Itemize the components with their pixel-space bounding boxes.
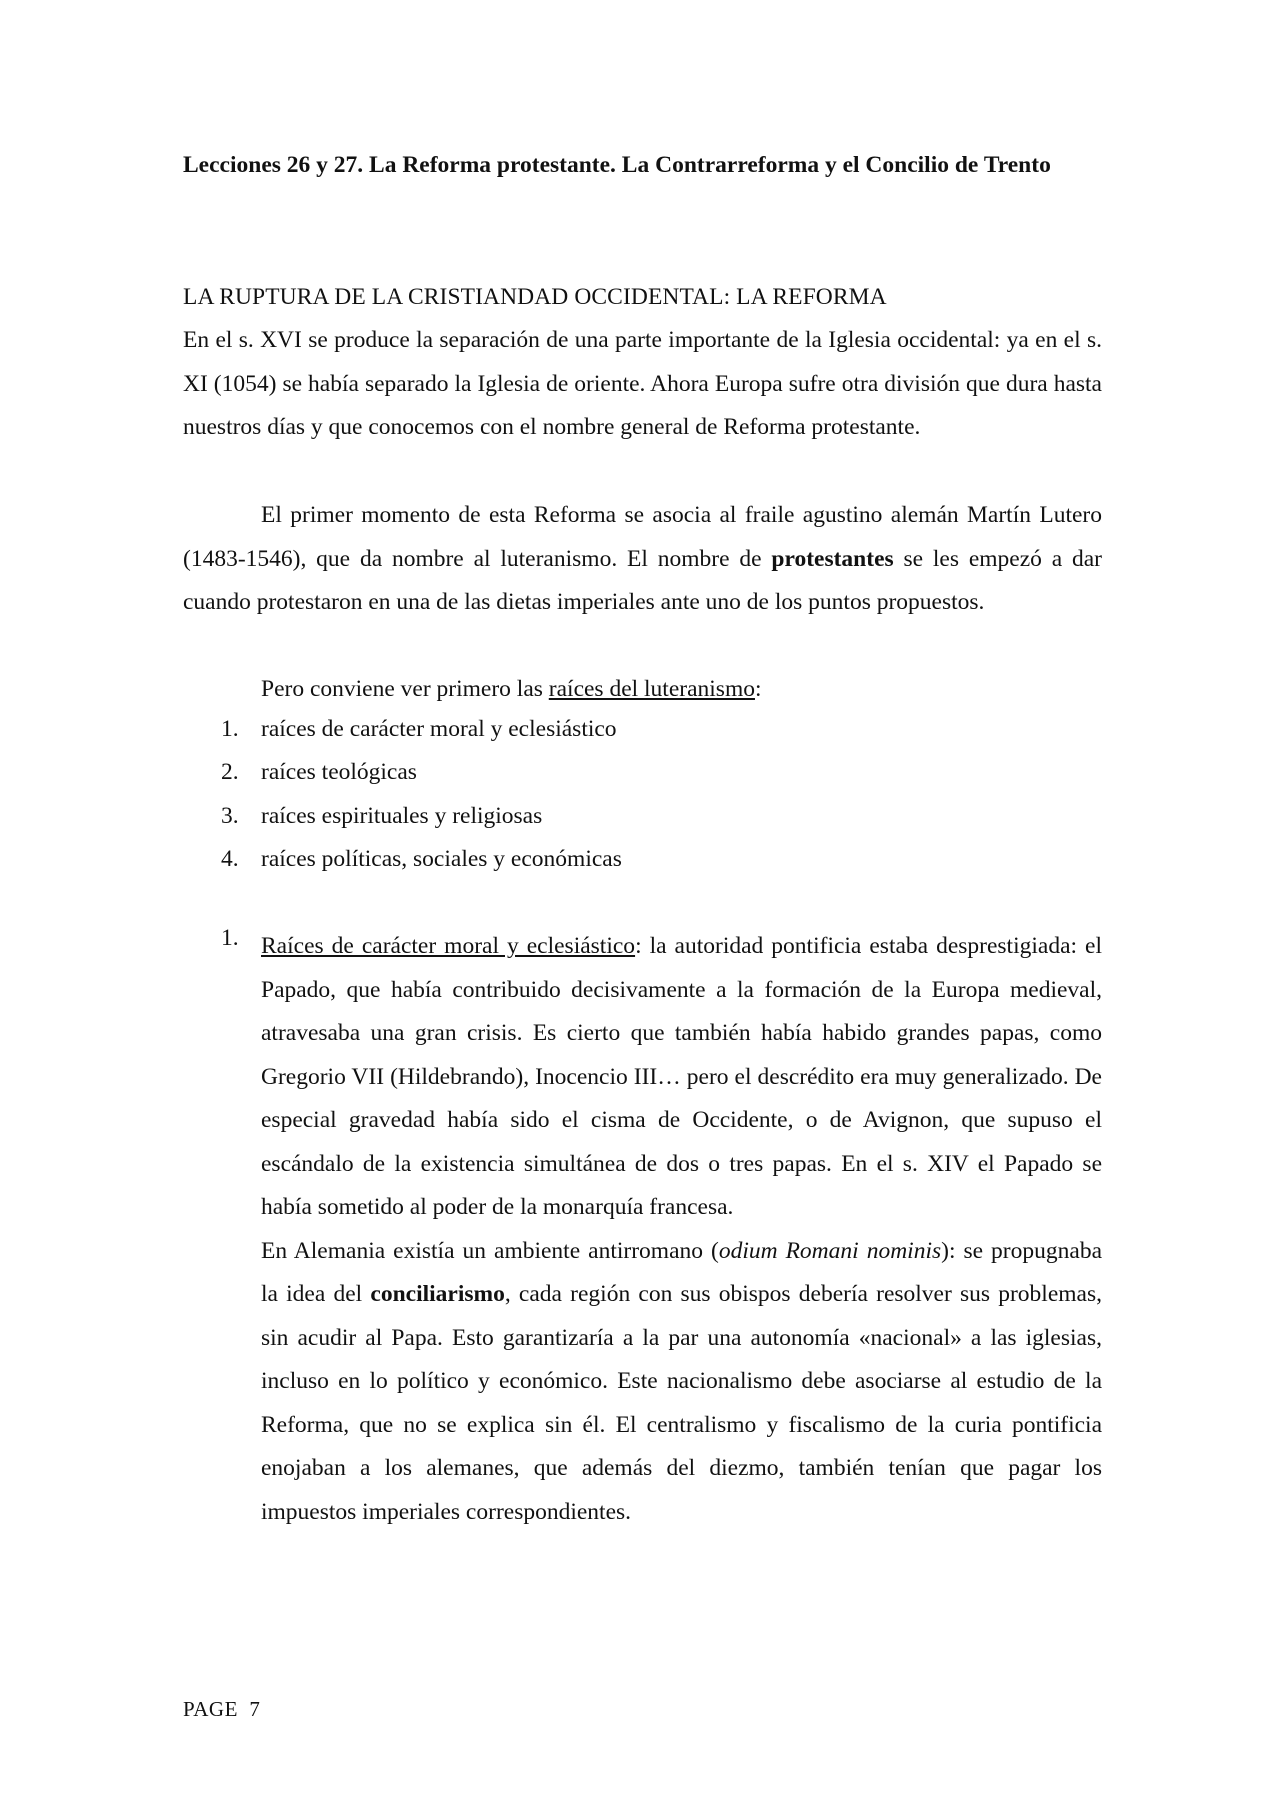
roots-list	[183, 708, 622, 881]
section-paragraph-1	[261, 925, 1102, 1230]
paragraph-roots-intro	[261, 668, 762, 711]
paragraph-luther	[183, 494, 1102, 625]
list-item-text: raíces políticas, sociales y económicas	[261, 845, 622, 872]
roots-underlined-term: raíces del luteranismo	[548, 676, 755, 702]
list-item	[183, 795, 622, 838]
section-heading: LA RUPTURA DE LA CRISTIANDAD OCCIDENTAL: LA REFORMA	[183, 284, 887, 310]
page-footer	[183, 1694, 260, 1724]
list-item	[183, 838, 622, 881]
paragraph-luther-text-a: El primer momento de esta Reforma se asocia al fraile agustino alemán Martín Lutero (1483-1546), que da nombre al luteranismo. El nombre de	[183, 502, 1102, 572]
list-item-number: 4.	[221, 845, 239, 872]
list-item	[183, 708, 622, 751]
section-body	[261, 925, 1102, 1534]
paragraph-intro: En el s. XVI se produce la separación de una parte importante de la Iglesia occidental: ya en el s. XI (1054) se había separado la Iglesia de oriente. Ahora Europa sufre otra división que dura hasta nuestros días y que conocemos con el nombre general de Reforma protestante.	[183, 327, 1102, 440]
list-item-text: raíces de carácter moral y eclesiástico	[261, 716, 617, 742]
section-paragraph-2	[261, 1230, 1102, 1535]
bold-term-conciliarismo: conciliarismo	[370, 1281, 505, 1307]
latin-phrase: odium Romani nominis	[718, 1237, 942, 1264]
list-item-number: 3.	[221, 802, 239, 829]
list-item-number: 1.	[221, 716, 239, 742]
list-item	[183, 751, 622, 794]
section-moral-roots	[183, 925, 1102, 1534]
list-item-text: raíces espirituales y religiosas	[261, 802, 543, 829]
page-label: PAGE	[183, 1697, 238, 1721]
page-number: 7	[249, 1697, 261, 1721]
page-title: Lecciones 26 y 27. La Reforma protestante. La Contrarreforma y el Concilio de Trento	[183, 152, 1051, 178]
bold-term-protestantes: protestantes	[771, 545, 894, 572]
section-paragraph-2-text-b: ): se propugnaba la idea del	[261, 1237, 1102, 1307]
paragraph-luther-text-b: se les empezó a dar cuando protestaron en una de las dietas imperiales ante uno de los puntos propuestos.	[183, 545, 1103, 615]
section-number: 1.	[221, 925, 239, 951]
roots-intro-colon: :	[754, 676, 762, 702]
section-paragraph-2-text-c: , cada región con sus obispos debería resolver sus problemas, sin acudir al Papa. Esto garantizaría a la par una autonomía «nacional» a las iglesias, incluso en lo político y económico. Este nacionalismo debe asociarse al estudio de la Reforma, que no se explica sin él. El centralismo y fiscalismo de la curia pontificia enojaban a los alemanes, que además del diezmo, también tenían que pagar los impuestos imperiales correspondientes.	[261, 1281, 1102, 1525]
section-paragraph-2-text-a: En Alemania existía un ambiente antirromano (	[261, 1237, 719, 1264]
section-underlined-heading: Raíces de carácter moral y eclesiástico	[261, 933, 636, 959]
list-item-text: raíces teológicas	[261, 759, 417, 786]
list-item-number: 2.	[221, 759, 239, 786]
section-paragraph-1-text: : la autoridad pontificia estaba desprestigiada: el Papado, que había contribuido decisivamente a la formación de la Europa medieval, atravesaba una gran crisis. Es cierto que también había habido grandes papas, como Gregorio VII (Hildebrando), Inocencio III… pero el descrédito era muy generalizado. De especial gravedad había sido el cisma de Occidente, o de Avignon, que supuso el escándalo de la existencia simultánea de dos o tres papas. En el s. XIV el Papado se había sometido al poder de la monarquía francesa.	[261, 933, 1103, 1220]
roots-intro-text: Pero conviene ver primero las	[261, 676, 549, 702]
